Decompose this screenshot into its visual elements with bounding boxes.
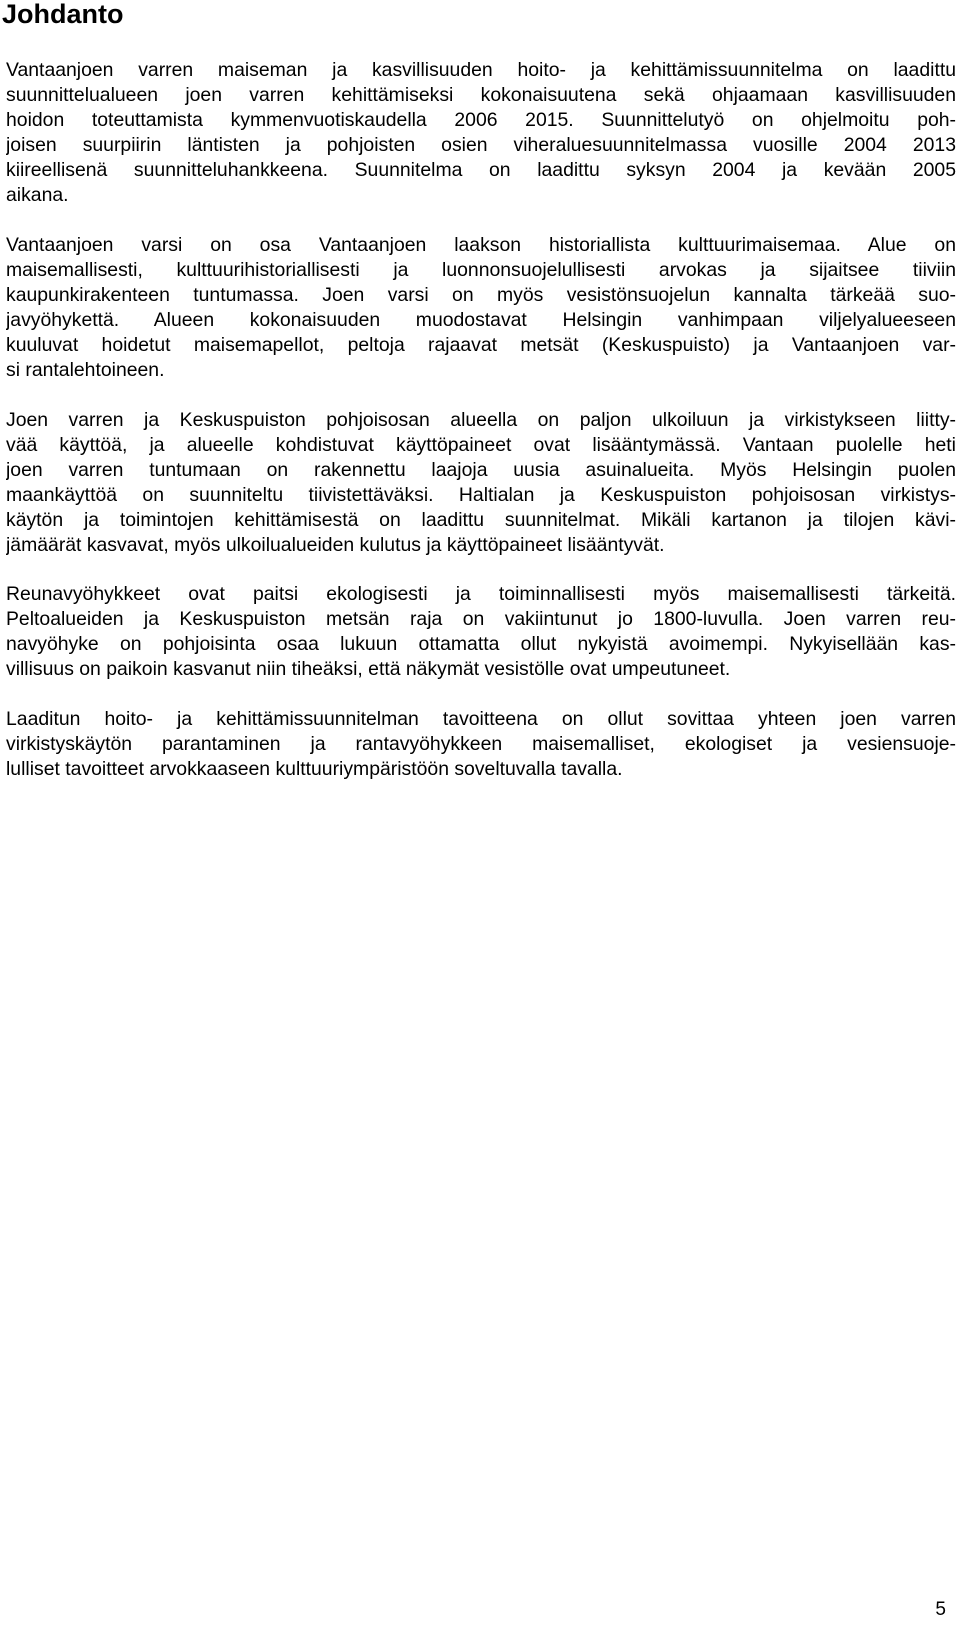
text-line: hoidon toteuttamista kymmenvuotiskaudella 2006 2015. Suunnittelutyö on ohjelmoitu poh- (6, 109, 956, 131)
text-line: Laaditun hoito- ja kehittämissuunnitelman tavoitteena on ollut sovittaa yhteen joen varren (6, 708, 956, 731)
paragraph-1 (6, 58, 956, 208)
text-line: Reunavyöhykkeet ovat paitsi ekologisesti ja toiminnallisesti myös maisemallisesti tärkeitä. (6, 583, 956, 606)
text-line: Joen varren ja Keskuspuiston pohjoisosan alueella on paljon ulkoiluun ja virkistykseen liitty- (6, 408, 956, 431)
text-line: villisuus on paikoin kasvanut niin tiheäksi, että näkymät vesistölle ovat umpeutuneet. (6, 658, 731, 681)
text-line: maankäyttöä on suunniteltu tiivistettäväksi. Haltialan ja Keskuspuiston pohjoisosan virkistys- (6, 483, 956, 506)
text-line: virkistyskäytön parantaminen ja rantavyöhykkeen maisemalliset, ekologiset ja vesiensuoje- (6, 733, 956, 756)
paragraph-4 (6, 582, 956, 682)
page-title: Johdanto (2, 0, 124, 29)
text-line: suunnittelualueen joen varren kehittämiseksi kokonaisuutena sekä ohjaamaan kasvillisuuden (6, 84, 956, 106)
text-line: käytön ja toimintojen kehittämisestä on laadittu suunnitelmat. Mikäli kartanon ja tilojen kävi- (6, 508, 956, 531)
text-line: aikana. (6, 184, 69, 206)
text-line: kaupunkirakenteen tuntumassa. Joen varsi on myös vesistönsuojelun kannalta tärkeää suo- (6, 283, 956, 306)
text-line: javyöhykettä. Alueen kokonaisuuden muodostavat Helsingin vanhimpaan viljelyalueeseen (6, 308, 956, 331)
text-line: maisemallisesti, kulttuurihistoriallisesti ja luonnonsuojelullisesti arvokas ja sijaitsee tiiviin (6, 258, 956, 281)
text-line: joisen suurpiirin läntisten ja pohjoisten osien viheraluesuunnitelmassa vuosille 2004 2013 (6, 134, 956, 156)
text-line: joen varren tuntumaan on rakennettu laajoja uusia asuinalueita. Myös Helsingin puolen (6, 458, 956, 481)
body-text (6, 58, 956, 807)
text-line: si rantalehtoineen. (6, 358, 165, 381)
text-line: lulliset tavoitteet arvokkaaseen kulttuuriympäristöön soveltuvalla tavalla. (6, 758, 623, 781)
text-line: vää käyttöä, ja alueelle kohdistuvat käyttöpaineet ovat lisääntymässä. Vantaan puolelle heti (6, 433, 956, 456)
text-line: kuuluvat hoidetut maisemapellot, peltoja rajaavat metsät (Keskuspuisto) ja Vantaanjoen var- (6, 333, 956, 356)
text-line: Vantaanjoen varren maiseman ja kasvillisuuden hoito- ja kehittämissuunnitelma on laadittu (6, 59, 956, 81)
text-line: Peltoalueiden ja Keskuspuiston metsän raja on vakiintunut jo 1800-luvulla. Joen varren reu- (6, 608, 956, 631)
text-line: Vantaanjoen varsi on osa Vantaanjoen laakson historiallista kulttuurimaisemaa. Alue on (6, 233, 956, 256)
page-number: 5 (935, 1599, 946, 1620)
text-line: kiireellisenä suunnitteluhankkeena. Suunnitelma on laadittu syksyn 2004 ja kevään 2005 (6, 159, 956, 181)
paragraph-5 (6, 707, 956, 782)
text-line: navyöhyke on pohjoisinta osaa lukuun ottamatta ollut nykyistä avoimempi. Nykyisellään kas- (6, 633, 956, 656)
text-line: jämäärät kasvavat, myös ulkoilualueiden kulutus ja käyttöpaineet lisääntyvät. (6, 533, 665, 556)
paragraph-2 (6, 233, 956, 383)
paragraph-3 (6, 408, 956, 558)
